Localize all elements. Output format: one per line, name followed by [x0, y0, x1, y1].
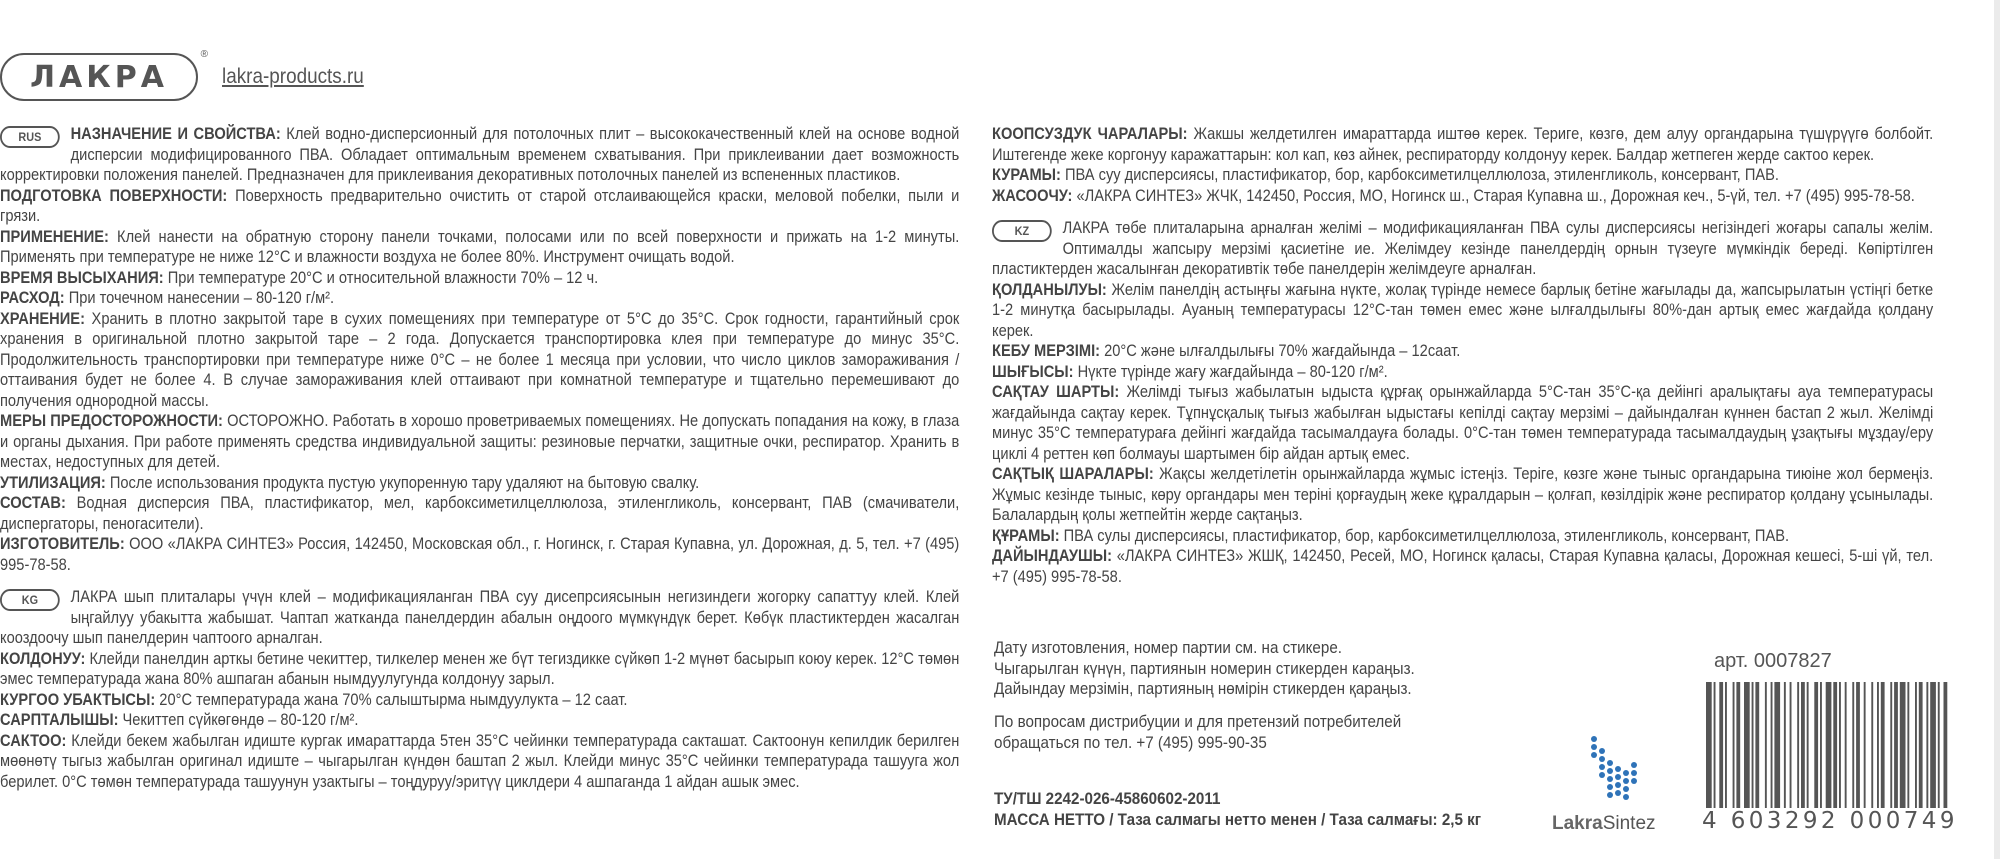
barcode-digits: 4 603292 000749	[1698, 808, 1962, 834]
section-paragraph	[992, 341, 1933, 362]
section-text: Клей нанести на обратную сторону панели точками, полосами или по всей поверхности и прижать на 1-2 минуты. Применять при температуре не ниже 12°С и влажности воздуха не более 80%. Инструмент очищать водой.	[0, 227, 960, 266]
section-heading: КООПСУЗДУК ЧАРАЛАРЫ:	[992, 125, 1188, 143]
droplet-dots-icon	[1586, 733, 1646, 809]
kg-cont-block	[992, 124, 1933, 206]
section-text: Нүкте түрінде жағу жағдайында – 80-120 г/м².	[1073, 362, 1388, 381]
section-text: Желім панелдің астыңғы жағына нүкте, жолақ түрінде немесе барлық бетіне жағылады да, жапсырылатын үстіңгі бетке 1-2 минутқа басырылады. Ауаның температурасы 12°С-тан төмен емес және ылғалдылығы 80%-дан артық емес жағдайда қолдану керек.	[992, 280, 1934, 340]
batch-info	[994, 638, 1415, 700]
section-heading: ДАЙЫНДАУШЫ:	[992, 547, 1112, 565]
section-paragraph	[0, 473, 959, 494]
net-mass: МАССА НЕТТО / Таза салмагы нетто менен / Таза салмағы: 2,5 кг	[994, 810, 1482, 829]
right-column	[992, 124, 1933, 587]
section-heading: ИЗГОТОВИТЕЛЬ:	[0, 535, 125, 553]
section-paragraph	[0, 710, 959, 731]
kz-block	[992, 218, 1933, 587]
section-heading: САРПТАЛЫШЫ:	[0, 711, 119, 729]
section-heading: КЕБУ МЕРЗІМІ:	[992, 342, 1101, 360]
section-heading: МЕРЫ ПРЕДОСТОРОЖНОСТИ:	[0, 412, 223, 430]
section-text: Клей водно-дисперсионный для потолочных плит – высококачественный клей на основе водной дисперсии модифицированного ПВА. Обладает оптимальным временем схватывания. При приклеивании дает возможность корректировки положения панелей. Предназначен для приклеивания декоративных потолочных панелей из вспененных пластиков.	[0, 125, 960, 184]
section-heading: САҚТЫҚ ШАРАЛАРЫ:	[992, 465, 1154, 483]
section-paragraph	[992, 362, 1933, 383]
section-paragraph	[992, 464, 1933, 526]
section-paragraph	[0, 493, 959, 534]
section-text: Жакшы желдетилген имараттарда иштөө керек. Териге, көзгө, дем алуу органдарына түшүрүүгө болбойт. Иштегенде жеке коргонуу каражаттарын: кол кап, көз айнек, респираторду колдонуу керек. Балдар жетпеген жерде сактоо керек.	[992, 125, 1934, 164]
website-link[interactable]: lakra-products.ru	[222, 65, 364, 88]
section-paragraph	[992, 218, 1933, 280]
section-heading: ПРИМЕНЕНИЕ:	[0, 227, 109, 246]
section-text: После использования продукта пустую укупоренную тару удаляют на бытовую свалку.	[105, 473, 700, 492]
section-paragraph	[992, 382, 1933, 464]
section-heading: НАЗНАЧЕНИЕ И СВОЙСТВА:	[70, 125, 281, 143]
section-text: Поверхность предварительно очистить от старой отслаивающейся краски, меловой побелки, пыли и грязи.	[0, 186, 960, 225]
section-heading: САҚТАУ ШАРТЫ:	[992, 383, 1120, 401]
spec-info	[994, 789, 1481, 830]
tu-code: ТУ/ТШ 2242-026-45860602-2011	[994, 790, 1221, 808]
section-text: Клейди бекем жабылган идиште кургак имараттарда 5тен 35°С чейинки температурада сакташат. Сактоонун кепилдик берилген мөөнөтү тыгыз жабылган оригинал идиште – чыгарылган күндөн баштап 2 жыл. Клейди минус 35°С чейинки температурада ташууга жол берилет. 0°С төмөн температурада ташуунун узактыгы – тоңдуруу/эритүү циклдери 4 ашпаганда 1 айдан ашык эмес.	[0, 731, 960, 791]
lakra-sintez-wordmark	[1552, 813, 1656, 835]
section-text: «ЛАКРА СИНТЕЗ» ЖШҚ, 142450, Ресей, МО, Ногинск қаласы, Старая Купавна қаласы, Дорожная кешесі, 5-ші үй, тел. +7 (495) 995-78-58.	[992, 547, 1934, 586]
batch-info-kz: Дайындау мерзімін, партияның нөмірін стикерден қараңыз.	[994, 680, 1412, 698]
lakra-sintez-logo	[1552, 733, 1676, 833]
section-paragraph	[992, 280, 1933, 342]
kg-block	[0, 587, 959, 792]
section-heading: УТИЛИЗАЦИЯ:	[0, 473, 106, 492]
lang-badge-kg: KG	[0, 589, 60, 611]
section-paragraph	[0, 411, 959, 473]
section-text: ПВА сулы дисперсиясы, пластификатор, бор, карбоксиметилцеллюлоза, этиленгликоль, консервант, ПАВ.	[1059, 526, 1790, 545]
lakra-logo	[0, 49, 208, 101]
section-paragraph	[0, 288, 959, 309]
section-heading: ШЫҒЫСЫ:	[992, 362, 1074, 381]
section-text: ООО «ЛАКРА СИНТЕЗ» Россия, 142450, Московская обл., г. Ногинск, г. Старая Купавна, ул. Дорожная, д. 5, тел. +7 (495) 995-78-58.	[0, 535, 960, 574]
rus-block	[0, 124, 959, 575]
section-text: Хранить в плотно закрытой таре в сухих помещениях при температуре от 5°С до 35°С. Срок годности, гарантийный срок хранения в оригинальной плотно закрытой таре – 2 года. Допускается транспортировка клея при температуре до минус 35°С. Продолжительность транспортировки при температуре ниже 0°С – не более 1 месяца при условии, что число циклов замораживания / оттаивания будет не более 4. В случае замораживания клей оттаивают при комнатной температуре и тщательно перемешивают до получения однородной массы.	[0, 309, 960, 410]
section-text: Желімді тығыз жабылатын ыдыста құрғақ орынжайларда 5°С-тан 35°С-қа дейінгі аралықтағы ауа температурасы жағдайында сақтау керек. Тұпнұсқалық тығыз жабылған ыдыстағы кепілді сақтау мерзімі – дайындалған күннен бастап 2 жыл. Желімді минус 35°С температураға дейінгі жағдайда тасымалдауға болады. 0°С-тан төмен температурада тасымалдаудың ұзақтығы мұздау/еру циклі 4 реттен көп болмауы шартымен бір айдан артық емес.	[992, 383, 1934, 463]
batch-info-kg: Чыгарылган күнүн, партиянын номерин стикерден караңыз.	[994, 659, 1415, 678]
section-heading: КУРГОО УБАКТЫСЫ:	[0, 690, 156, 709]
section-text: «ЛАКРА СИНТЕЗ» ЖЧК, 142450, Россия, МО, Ногинск ш., Старая Купавна ш., Дорожная кеч., 5-үй, тел. +7 (495) 995-78-58.	[1072, 186, 1915, 205]
section-text: 20°С температурада жана 70% салыштырма нымдуулукта – 12 саат.	[155, 690, 628, 709]
left-column	[0, 124, 959, 792]
section-heading: ҚҰРАМЫ:	[992, 526, 1060, 545]
section-paragraph	[0, 534, 959, 575]
section-text: Клейди панелдин арткы бетине чекиттер, тилкелер менен же бүт тегиздикке сүйкөп 1-2 мүнөт басырып коюу керек. 12°С төмөн эмес температурада жана 80% ашпаган абанын нымдуулугунда колдонуу зарыл.	[0, 649, 960, 688]
section-paragraph	[0, 649, 959, 690]
section-paragraph	[992, 186, 1933, 207]
section-paragraph	[0, 268, 959, 289]
section-text: ЛАКРА шып плиталары үчүн клей – модификацияланган ПВА суу дисепрсиясынын негизиндеги жогорку сапаттуу клей. Клей ыңгайлуу убакытта жабышат. Чаптап жатканда панелдердин абалын оңдоого мүмкүндүк берет. Көбүк пластиктерден жасалган кооздоочу шып панелдерин чаптоого арналган.	[0, 588, 960, 647]
article-number: арт. 0007827	[1714, 650, 1832, 672]
section-heading: ВРЕМЯ ВЫСЫХАНИЯ:	[0, 268, 164, 287]
section-heading: ХРАНЕНИЕ:	[0, 309, 85, 328]
section-paragraph	[992, 124, 1933, 165]
batch-info-ru: Дату изготовления, номер партии см. на стикере.	[994, 639, 1342, 657]
wordmark-sintez: Sintez	[1602, 813, 1656, 834]
section-heading: КУРАМЫ:	[992, 166, 1061, 184]
section-text: При температуре 20°С и относительной влажности 70% – 12 ч.	[163, 268, 599, 287]
lang-badge-rus: RUS	[0, 126, 60, 148]
section-heading: РАСХОД:	[0, 289, 65, 307]
section-paragraph	[992, 546, 1933, 587]
section-paragraph	[0, 731, 959, 793]
section-paragraph	[0, 690, 959, 711]
section-paragraph	[0, 227, 959, 268]
section-text: ОСТОРОЖНО. Работать в хорошо проветриваемых помещениях. Не допускать попадания на кожу, в глаза и органы дыхания. При работе применять средства индивидуальной защиты: резиновые перчатки, защитные очки, респиратор. Хранить в местах, недоступных для детей.	[0, 412, 960, 471]
distribution-info	[994, 712, 1401, 753]
section-heading: ЖАСООЧУ:	[992, 186, 1073, 205]
registered-mark: ®	[200, 49, 208, 60]
section-heading: СОСТАВ:	[0, 494, 66, 512]
section-heading: САКТОО:	[0, 731, 67, 750]
section-paragraph	[0, 587, 959, 649]
label-edge	[1994, 0, 2000, 859]
section-paragraph	[992, 165, 1933, 186]
header	[0, 49, 380, 102]
section-paragraph	[0, 186, 959, 227]
section-heading: ПОДГОТОВКА ПОВЕРХНОСТИ:	[0, 186, 228, 205]
section-text: 20°С және ылғалдылығы 70% жағдайында – 12саат.	[1100, 342, 1461, 360]
section-text: ПВА суу дисперсиясы, пластификатор, бор, карбоксиметилцеллюлоза, этиленгликоль, консервант, ПАВ.	[1060, 166, 1779, 184]
section-text: Чекиттеп сүйкөгөндө – 80-120 г/м².	[118, 711, 359, 729]
section-paragraph	[992, 526, 1933, 547]
wordmark-lakra: Lakra	[1552, 813, 1603, 834]
section-paragraph	[0, 124, 959, 186]
distribution-line-1: По вопросам дистрибуции и для претензий потребителей	[994, 713, 1402, 731]
section-text: ЛАКРА төбе плиталарына арналған желімі – модификацияланған ПВА сулы дисперсиясы негізіндегі жоғары сапалы желім. Оптималды жапсыру мерзімі қасиетіне ие. Желімдеу кезінде панелдердің орнын түзеуге мүмкіндік береді. Көпіртілген пластиктерден жасалынған декоративтік төбе панелдерін желімдеуге арналған.	[992, 219, 1934, 278]
section-text: Водная дисперсия ПВА, пластификатор, мел, карбоксиметилцеллюлоза, этиленгликоль, консервант, ПАВ (смачиватели, диспергаторы, пеногасители).	[0, 494, 960, 533]
section-text: При точечном нанесении – 80-120 г/м².	[64, 289, 335, 307]
distribution-line-2: обращаться по тел. +7 (495) 995-90-35	[994, 733, 1267, 752]
lang-badge-kz: KZ	[992, 220, 1052, 242]
section-heading: КОЛДОНУУ:	[0, 649, 86, 668]
section-paragraph	[0, 309, 959, 412]
logo-text: ЛАКРА	[30, 59, 168, 95]
section-text: Жақсы желдетілетін орынжайларда жұмыс істеңіз. Теріге, көзге және тыныс органдарына тиюіне жол бермеңіз. Жұмыс кезінде тыныс, көру органдары мен теріні қорғаудың жеке құралдарын – қолғап, көзілдірік және респиратор қолдану ұсынылады. Балалардың қолы жетпейтін жерде сақтаңыз.	[992, 465, 1934, 524]
section-heading: ҚОЛДАНЫЛУЫ:	[992, 280, 1107, 299]
